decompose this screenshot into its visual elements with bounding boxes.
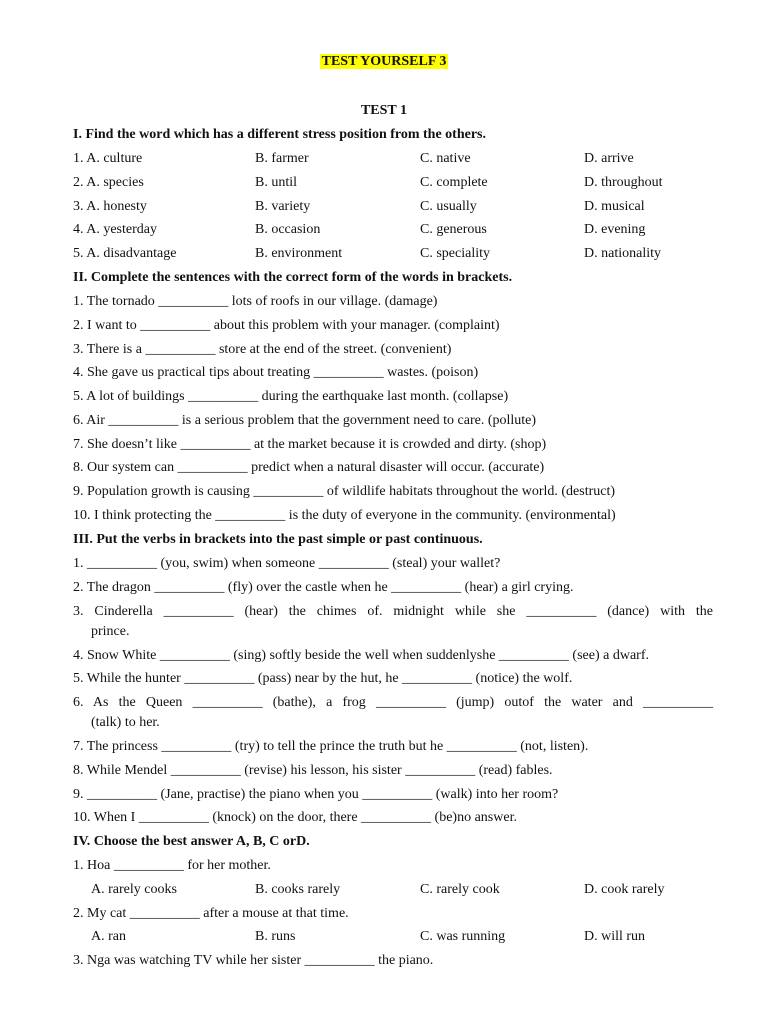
section3-item: 3. Cinderella __________ (hear) the chimes of. midnight while she __________ (dance) with the	[73, 604, 713, 619]
section3-item-continuation: prince.	[91, 624, 130, 639]
option-b: B. occasion	[255, 222, 321, 237]
section2-item: 3. There is a __________ store at the end of the street. (convenient)	[73, 342, 452, 357]
option-c: C. native	[420, 151, 471, 166]
section1-row	[73, 175, 713, 195]
option-a: 5. A. disadvantage	[73, 246, 177, 261]
test-label: TEST 1	[360, 103, 408, 118]
section3-item: 1. __________ (you, swim) when someone __________ (steal) your wallet?	[73, 556, 501, 571]
section2-item: 1. The tornado __________ lots of roofs in our village. (damage)	[73, 294, 438, 309]
section1-heading: I. Find the word which has a different stress position from the others.	[73, 127, 487, 142]
option-c: C. complete	[420, 175, 488, 190]
title-wrap	[0, 54, 768, 70]
option-b: B. cooks rarely	[255, 882, 341, 897]
option-c: C. rarely cook	[420, 882, 500, 897]
section2-heading: II. Complete the sentences with the correct form of the words in brackets.	[73, 270, 513, 285]
question: 2. My cat __________ after a mouse at that time.	[73, 906, 349, 921]
option-b: B. variety	[255, 199, 311, 214]
option-b: B. until	[255, 175, 298, 190]
section3-item: 5. While the hunter __________ (pass) near by the hut, he __________ (notice) the wolf.	[73, 671, 573, 686]
section1-row	[73, 199, 713, 219]
option-d: D. musical	[584, 199, 645, 214]
section2-item: 9. Population growth is causing __________ of wildlife habitats throughout the world. (destruct)	[73, 484, 616, 499]
section2-item: 4. She gave us practical tips about treating __________ wastes. (poison)	[73, 365, 479, 380]
section4-heading: IV. Choose the best answer A, B, C orD.	[73, 834, 310, 849]
option-d: D. cook rarely	[584, 882, 665, 897]
question: 3. Nga was watching TV while her sister __________ the piano.	[73, 953, 434, 968]
option-b: B. environment	[255, 246, 343, 261]
question: 1. Hoa __________ for her mother.	[73, 858, 271, 873]
option-c: C. generous	[420, 222, 487, 237]
section2-item: 5. A lot of buildings __________ during the earthquake last month. (collapse)	[73, 389, 509, 404]
option-d: D. arrive	[584, 151, 634, 166]
section2-item: 10. I think protecting the __________ is the duty of everyone in the community. (environmental)	[73, 508, 616, 523]
option-a: 4. A. yesterday	[73, 222, 157, 237]
option-a: A. rarely cooks	[91, 882, 177, 897]
option-c: C. was running	[420, 929, 506, 944]
section2-item: 6. Air __________ is a serious problem that the government need to care. (pollute)	[73, 413, 537, 428]
section1-row	[73, 246, 713, 266]
section3-item-continuation: (talk) to her.	[91, 715, 160, 730]
answer-options	[91, 882, 713, 902]
option-a: 3. A. honesty	[73, 199, 147, 214]
option-b: B. runs	[255, 929, 296, 944]
option-d: D. throughout	[584, 175, 663, 190]
option-a: 2. A. species	[73, 175, 144, 190]
option-c: C. usually	[420, 199, 477, 214]
option-d: D. nationality	[584, 246, 661, 261]
section2-item: 7. She doesn’t like __________ at the market because it is crowded and dirty. (shop)	[73, 437, 547, 452]
section3-item: 6. As the Queen __________ (bathe), a frog __________ (jump) outof the water and __________	[73, 695, 713, 710]
section3-item: 10. When I __________ (knock) on the door, there __________ (be)no answer.	[73, 810, 517, 825]
section3-item: 8. While Mendel __________ (revise) his lesson, his sister __________ (read) fables.	[73, 763, 553, 778]
section1-row	[73, 222, 713, 242]
section3-heading: III. Put the verbs in brackets into the past simple or past continuous.	[73, 532, 483, 547]
option-d: D. evening	[584, 222, 646, 237]
section3-item: 7. The princess __________ (try) to tell the prince the truth but he __________ (not, listen).	[73, 739, 589, 754]
section2-item: 2. I want to __________ about this problem with your manager. (complaint)	[73, 318, 500, 333]
option-a: A. ran	[91, 929, 126, 944]
worksheet-title: TEST YOURSELF 3	[321, 54, 447, 69]
option-b: B. farmer	[255, 151, 309, 166]
section2-item: 8. Our system can __________ predict when a natural disaster will occur. (accurate)	[73, 460, 545, 475]
section3-item: 9. __________ (Jane, practise) the piano when you __________ (walk) into her room?	[73, 787, 559, 802]
option-d: D. will run	[584, 929, 646, 944]
section3-item: 2. The dragon __________ (fly) over the castle when he __________ (hear) a girl crying.	[73, 580, 574, 595]
section3-item: 4. Snow White __________ (sing) softly beside the well when suddenlyshe __________ (see) a dwarf.	[73, 648, 649, 663]
option-c: C. speciality	[420, 246, 490, 261]
answer-options	[91, 929, 713, 949]
section1-row	[73, 151, 713, 171]
option-a: 1. A. culture	[73, 151, 143, 166]
